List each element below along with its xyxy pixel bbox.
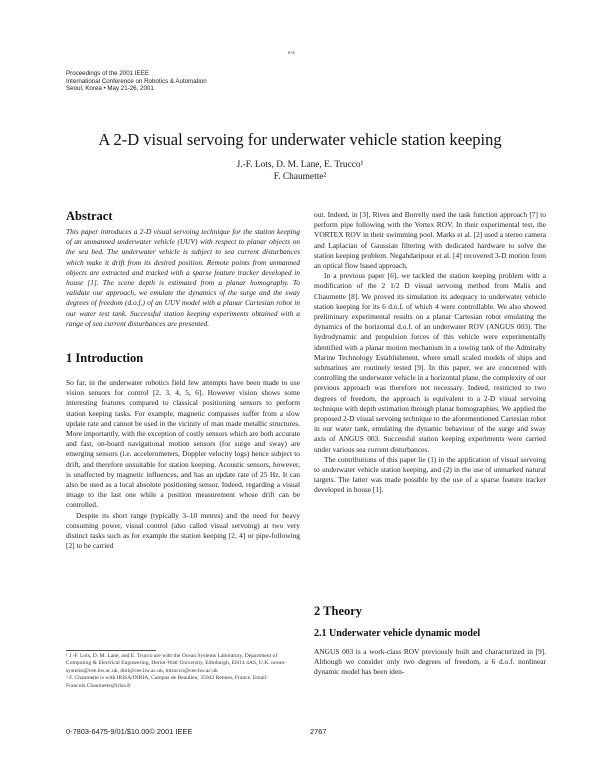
intro-body: [66, 378, 300, 551]
isbn-footer: 0-7803-6475-9/01/$10.00© 2001 IEEE: [66, 727, 193, 736]
right-paragraph-2: In a previous paper [6], we tackled the station keeping problem with a modification of the 2 1/2 D visual servoing method from Malis and Chaumette [8]. We proved its simulation its adequacy to underwater vehicle station keeping for its 6 d.o.f. of which 4 were controllable. We also showed preliminary experimental results on a planar Cartesian robot emulating the dynamics of the horizontal d.o.f. of an underwater ROV (ANGUS 003). The hydrodynamic and propulsion forces of this vehicle were experimentally identified with a planar motion mechanism in a towing tank of the Admiralty Marine Technology Establishment, where small scaled models of ships and submarines are routinely tested [9]. In this paper, we are concerned with controlling the underwater vehicle in a horizontal plane, the complexity of our previous approach was therefore not necessary. Indeed, restricted to two degrees of freedom, the approach is equivalent to a 2-D visual servoing technique with depth estimation through planar homographies. We applied the proposed 2-D visual servoing technique to the aforementioned Cartesian robot in our water tank, emulating the dynamic behaviour of the surge and sway axis of ANGUS 003. Successful station keeping experiments were carried under various sea current disturbances.: [314, 271, 546, 454]
footnote-rule: [66, 650, 156, 651]
author-line: F. Chaumette²: [273, 171, 327, 182]
intro-paragraph-2: Despite its short range (typically 3–10 metres) and the need for heavy consuming power, visual control (also called visual servoing) at two very distinct tasks such as for example the station keeping [2, 4] or pipe-following [2] to be carried: [66, 510, 300, 551]
right-paragraph-3: The contributions of this paper lie (1) in the application of visual servoing to underwater vehicle station keeping, and (2) in the use of unmarked natural targets. The latter was made possible by the use of a sparse feature tracker developed in house [1].: [314, 454, 546, 495]
footnote-1: ¹ J.-F. Lots, D. M. Lane, and E. Trucco are with the Ocean Systems Laboratory, Department of Computing & Electrical Engineering, Heriot-Watt University, Edinburgh, EH14 4AS, U.K. ocean-systems@cee.hw.ac.uk, dml@cee.hw.ac.uk, mtrucco@cee.hw.ac.uk: [66, 653, 286, 674]
theory-body: [314, 647, 546, 678]
subsection-heading: 2.1 Underwater vehicle dynamic model: [314, 628, 481, 639]
footnote-2: ² F. Chaumette is with IRISA/INRIA, Campus de Beaulieu, 35042 Rennes, France. Email: Francois.Chaumette@irisa.fr: [66, 675, 268, 689]
author-line: J.-F. Lots, D. M. Lane, E. Trucco¹: [236, 160, 364, 170]
abstract-heading: Abstract: [66, 209, 113, 223]
page-number: 2767: [310, 727, 327, 736]
abstract-paragraph: This paper introduces a 2-D visual servoing technique for the station keeping of an unmanned underwater vehicle (UUV) with respect to planar objects on the sea bed. The underwater vehicle is subject to sea current disturbances which make it drift from its desired position. Remote points from unmanned objects are extracted and tracked with a sparse feature tracker developed in house [1]. The scene depth is estimated from a planar homography. To validate our approach, we emulate the dynamics of the surge and the sway degrees of freedom (d.o.f.) of an UUV model with a planar Cartesian robot in our water test tank. Successful station keeping experiments obtained with a range of sea current disturbances are presented.: [66, 227, 300, 328]
proceedings-header: [66, 70, 207, 93]
proceedings-line: Proceedings of the 2001 IEEE: [66, 70, 149, 77]
proceedings-line: Seoul, Korea • May 21-26, 2001: [66, 85, 154, 93]
authors: [0, 160, 600, 183]
theory-heading: 2 Theory: [314, 604, 363, 618]
proceedings-line: International Conference on Robotics & Automation: [66, 77, 207, 85]
intro-heading: 1 Introduction: [66, 351, 144, 365]
intro-paragraph-1: So far, in the underwater robotics field few attempts have been made to use vision sensors for control [2, 3, 4, 5, 6]. However vision shows some interesting features compared to classical positioning sensors to perform station keeping tasks. For example, magnetic compasses suffer from a slow update rate and cannot be used in the vicinity of man made metallic structures. More importantly, with the exception of costly sensors which are both accurate and fast, on-board navigational motion sensors (for surge and sway) are emerging sensors (i.e. accelerometers, Doppler velocity logs) hence subject to drift, and therefore unsuitable for station keeping. Acoustic sensors, however, is unaffected by magnetic influences, and has an update rate of 25 Hz. It can also be used as a local absolute positioning sensor. Indeed, regarding a visual image to the last one while a position measurement whose drift can be controlled.: [66, 378, 300, 510]
abstract-text: [66, 227, 300, 329]
footnotes: [66, 653, 300, 690]
right-paragraph-1: out. Indeed, in [3], Rives and Borrelly used the task function approach [7] to perform pipe following with the Vortex ROV. In their experimental test, the VORTEX ROV in their swimming pool. Marks et al. [2] used a stereo camera and Laplacian of Gaussian filtering with dedicated hardware to solve the station keeping problem. Negahdaripour et al. [4] recovered 3-D motion from an optical flow based approach.: [314, 210, 546, 271]
theory-paragraph-1: ANGUS 003 is a work-class ROV previously built and characterized in [9]. Although we consider only two degrees of freedom, a 6 d.o.f. nonlinear dynamic model has been iden-: [314, 647, 546, 677]
page-mark: s-s: [288, 50, 295, 56]
right-column-body: [314, 210, 546, 496]
paper-title: A 2-D visual servoing for underwater vehicle station keeping: [98, 130, 502, 149]
